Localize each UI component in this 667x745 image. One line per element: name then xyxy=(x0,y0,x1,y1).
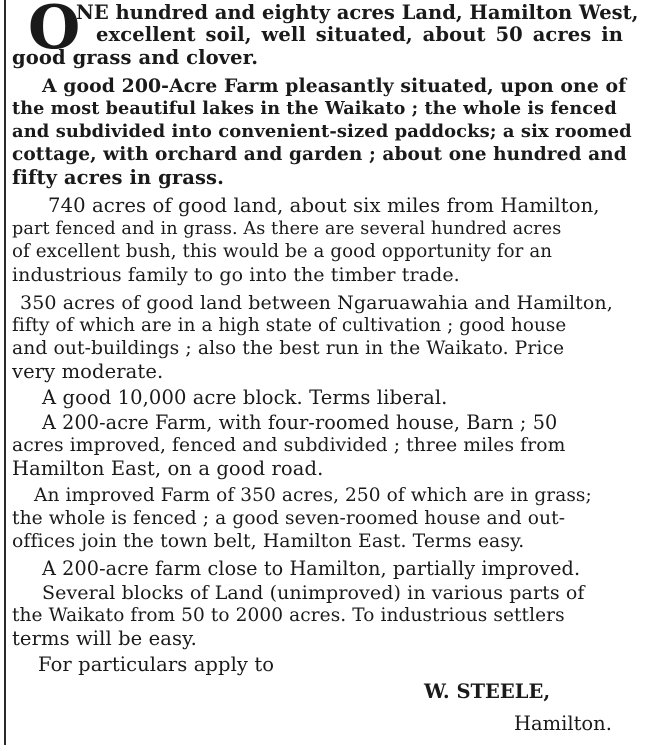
para9-line3: terms will be easy. xyxy=(12,627,197,650)
para5-line1: A good 10,000 acre block. Terms liberal. xyxy=(42,386,448,409)
para3-line4: industrious family to go into the timber trade. xyxy=(12,264,460,286)
para2-line1: A good 200-Acre Farm pleasantly situated, upon one of xyxy=(42,75,627,97)
signature-place: Hamilton. xyxy=(514,712,612,735)
signature-name: W. STEELE, xyxy=(424,680,551,703)
drop-cap: O xyxy=(28,0,81,63)
para4-line1: 350 acres of good land between Ngaruawahia and Hamilton, xyxy=(20,292,613,314)
para9-line2: the Waikato from 50 to 2000 acres. To industrious settlers xyxy=(12,605,565,626)
para3-line2: part fenced and in grass. As there are several hundred acres xyxy=(12,219,562,239)
para4-line3: and out-buildings ; also the best run in the Waikato. Price xyxy=(12,338,565,359)
para6-line2: acres improved, fenced and subdivided ; three miles from xyxy=(12,435,566,456)
para7-line1: An improved Farm of 350 acres, 250 of which are in grass; xyxy=(34,485,592,506)
apply-line: For particulars apply to xyxy=(38,653,275,676)
para7-line3: offices join the town belt, Hamilton East. Terms easy. xyxy=(12,531,525,552)
para7-line2: the whole is fenced ; a good seven-roomed house and out- xyxy=(12,508,566,529)
para6-line1: A 200-acre Farm, with four-roomed house, Barn ; 50 xyxy=(42,411,558,434)
para4-line4: very moderate. xyxy=(12,360,164,383)
para1-line1: NE hundred and eighty acres Land, Hamilton West, xyxy=(76,1,639,24)
para1-line2: excellent soil, well situated, about 50 acres in xyxy=(96,23,624,46)
para1-line3: good grass and clover. xyxy=(12,46,259,69)
para4-line2: fifty of which are in a high state of cultivation ; good house xyxy=(12,315,567,336)
para3-line3: of excellent bush, this would be a good opportunity for an xyxy=(12,241,553,262)
para6-line3: Hamilton East, on a good road. xyxy=(12,457,324,480)
para9-line1: Several blocks of Land (unimproved) in various parts of xyxy=(42,582,585,604)
para8-line1: A 200-acre farm close to Hamilton, partially improved. xyxy=(42,557,581,580)
para2-line4: cottage, with orchard and garden ; about one hundred and xyxy=(12,144,627,165)
para2-line5: fifty acres in grass. xyxy=(12,166,225,189)
para2-line2: the most beautiful lakes in the Waikato ; the whole is fenced xyxy=(12,98,617,119)
para2-line3: and subdivided into convenient-sized paddocks; a six roomed xyxy=(12,121,632,142)
para3-line1: 740 acres of good land, about six miles from Hamilton, xyxy=(48,194,600,217)
column-rule xyxy=(4,0,6,745)
